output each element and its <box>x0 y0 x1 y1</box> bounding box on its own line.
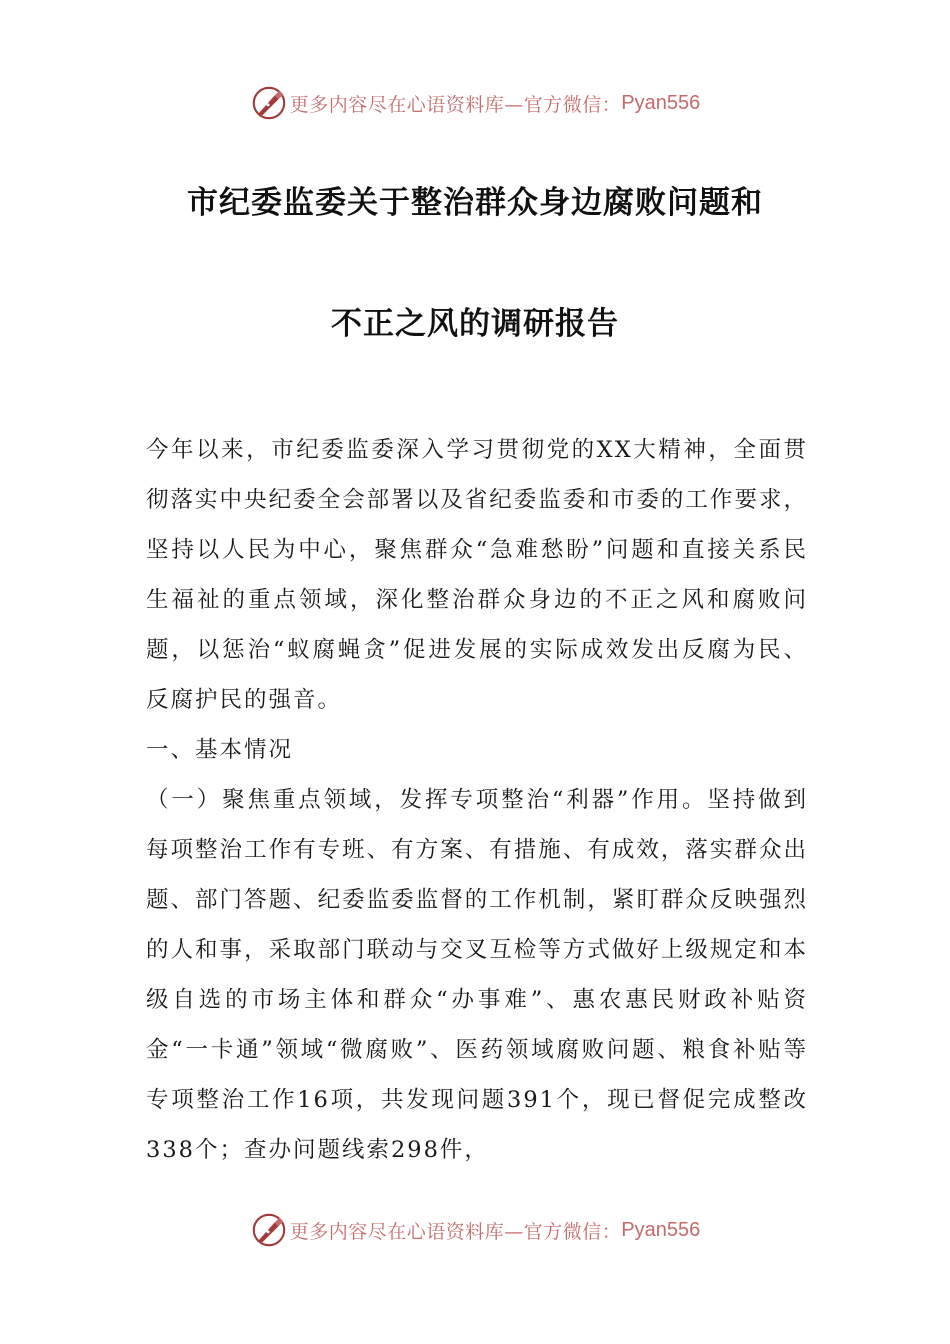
watermark-banner-bottom <box>0 1207 950 1253</box>
pen-nib-logo-icon <box>250 84 288 122</box>
document-title-line-2: 不正之风的调研报告 <box>331 306 619 342</box>
document-body <box>146 425 808 1175</box>
watermark-text: 更多内容尽在心语资料库—官方微信： <box>289 93 622 116</box>
pen-nib-logo-icon <box>250 1211 288 1249</box>
document-title-line-1: 市纪委监委关于整治群众身边腐败问题和 <box>187 185 763 221</box>
section-paragraph: （一）聚焦重点领域，发挥专项整治“利器”作用。坚持做到每项整治工作有专班、有方案、有措施、有成效，落实群众出题、部门答题、纪委监委监督的工作机制，紧盯群众反映强烈的人和事，采取部门联动与交叉互检等方式做好上级规定和本级自选的市场主体和群众“办事难”、惠农惠民财政补贴资金“一卡通”领域“微腐败”、医药领域腐败问题、粮食补贴等专项整治工作16项，共发现问题391个，现已督促完成整改338个；查办问题线索298件， <box>146 787 808 1163</box>
watermark-banner-top <box>0 80 950 126</box>
intro-paragraph: 今年以来，市纪委监委深入学习贯彻党的XX大精神，全面贯彻落实中央纪委全会部署以及省纪委监委和市委的工作要求，坚持以人民为中心，聚焦群众“急难愁盼”问题和直接关系民生福祉的重点领域，深化整治群众身边的不正之风和腐败问题，以惩治“蚁腐蝇贪”促进发展的实际成效发出反腐为民、反腐护民的强音。 <box>146 437 808 713</box>
watermark-wechat-id: Pyan556 <box>621 91 701 114</box>
watermark-text: 更多内容尽在心语资料库—官方微信： <box>289 1220 622 1243</box>
watermark-wechat-id: Pyan556 <box>621 1218 701 1241</box>
section-heading: 一、基本情况 <box>146 737 294 763</box>
